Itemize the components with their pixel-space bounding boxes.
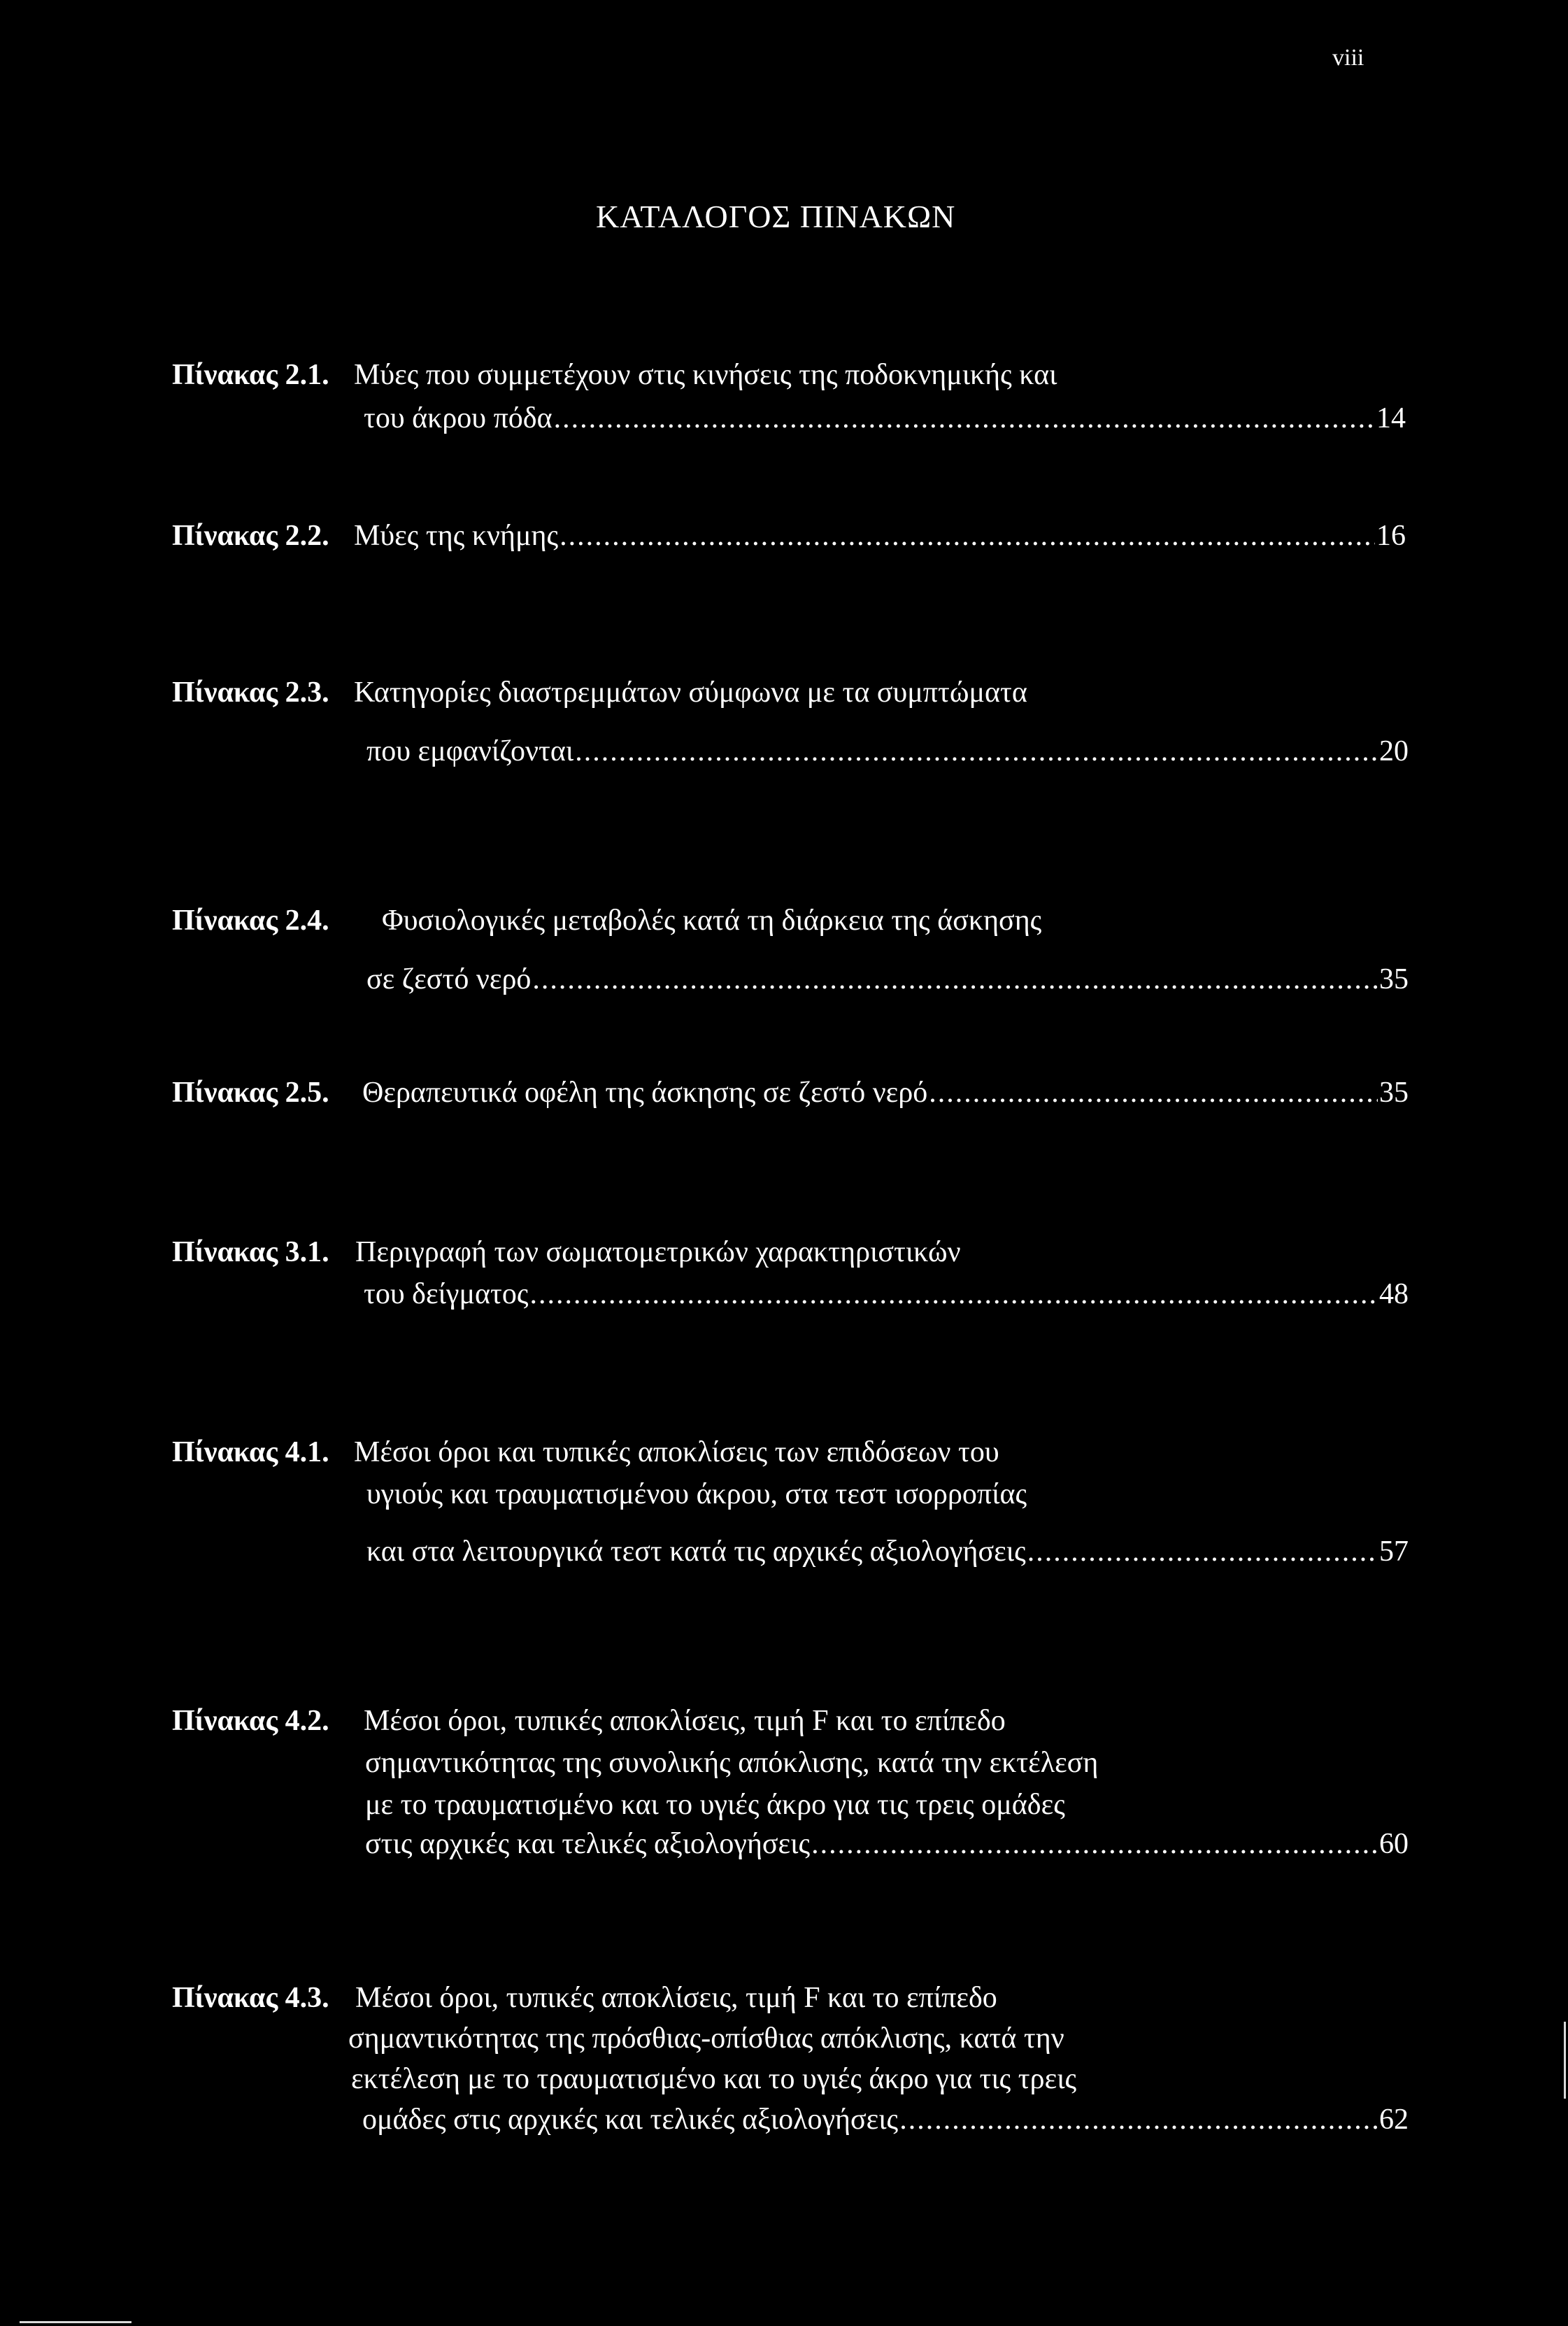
page-title: ΚΑΤΑΛΟΓΟΣ ΠΙΝΑΚΩΝ [596, 199, 956, 234]
entry-dotted-line [364, 402, 1406, 435]
entry-text-line: σε ζεστό νερό [366, 963, 532, 995]
entry-text-line: Φυσιολογικές μεταβολές κατά τη διάρκεια της άσκησης [382, 905, 1042, 937]
entry-page-number: 62 [1379, 2104, 1409, 2136]
entry-text-line: Μύες που συμμετέχουν στις κινήσεις της ποδοκνημικής και [354, 359, 1057, 391]
dot-leader [554, 402, 1375, 435]
entry-label: Πίνακας 2.5. [172, 1077, 329, 1109]
dot-leader [1027, 1535, 1378, 1568]
entry-page-number: 14 [1376, 402, 1406, 434]
entry-text-line: στις αρχικές και τελικές αξιολογήσεις [365, 1828, 811, 1860]
entry-page-number: 57 [1379, 1536, 1409, 1568]
entry-label: Πίνακας 4.1. [172, 1436, 329, 1468]
scan-edge-line-bottom [20, 2321, 131, 2323]
entry-label: Πίνακας 2.4. [172, 905, 329, 937]
entry-label: Πίνακας 2.2. [172, 520, 329, 552]
entry-text-line: Μέσοι όροι, τυπικές αποκλίσεις, τιμή F και το επίπεδο [355, 1982, 997, 2014]
entry-dotted-line [366, 735, 1409, 768]
entry-dotted-line [365, 1827, 1409, 1861]
entry-page-number: 16 [1376, 520, 1406, 552]
dot-leader [530, 1277, 1378, 1311]
entry-dotted-line [354, 519, 1406, 553]
entry-dotted-line [362, 1076, 1409, 1109]
entry-text-line: Θεραπευτικά οφέλη της άσκησης σε ζεστό νερό [362, 1077, 928, 1109]
entry-label: Πίνακας 4.3. [172, 1982, 329, 2014]
entry-text-line: και στα λειτουργικά τεστ κατά τις αρχικές αξιολογήσεις [366, 1536, 1026, 1568]
dot-leader [929, 1076, 1378, 1109]
entry-dotted-line [362, 2103, 1409, 2136]
entry-label: Πίνακας 2.3. [172, 676, 329, 709]
entry-text-line: με το τραυματισμένο και το υγιές άκρο για τις τρεις ομάδες [365, 1789, 1065, 1821]
entry-dotted-line [366, 1535, 1409, 1568]
entry-text-line: Μέσοι όροι και τυπικές αποκλίσεις των επιδόσεων του [354, 1436, 999, 1468]
dot-leader [899, 2103, 1378, 2136]
entry-page-number: 35 [1379, 963, 1409, 995]
scan-edge-line-right [1564, 2022, 1566, 2099]
entry-page-number: 60 [1379, 1828, 1409, 1860]
entry-dotted-line [364, 1277, 1409, 1311]
entry-text-line: που εμφανίζονται [366, 735, 574, 767]
entry-text-line: ομάδες στις αρχικές και τελικές αξιολογήσεις [362, 2104, 899, 2136]
entry-page-number: 20 [1379, 735, 1409, 767]
dot-leader [575, 735, 1378, 768]
entry-label: Πίνακας 4.2. [172, 1705, 329, 1737]
entry-label: Πίνακας 3.1. [172, 1236, 329, 1268]
entry-text-line: του άκρου πόδα [364, 402, 553, 434]
entry-text-line: σημαντικότητας της πρόσθιας-οπίσθιας απόκλισης, κατά την [348, 2022, 1064, 2055]
entry-text-line: σημαντικότητας της συνολικής απόκλισης, κατά την εκτέλεση [365, 1747, 1099, 1779]
entry-text-line: εκτέλεση με το τραυματισμένο και το υγιές άκρο για τις τρεις [351, 2063, 1077, 2095]
entry-text-line: Κατηγορίες διαστρεμμάτων σύμφωνα με τα συμπτώματα [354, 676, 1027, 709]
dot-leader [811, 1827, 1378, 1861]
entry-page-number: 48 [1379, 1278, 1409, 1310]
entry-text-line: Περιγραφή των σωματομετρικών χαρακτηριστικών [355, 1236, 961, 1268]
entry-page-number: 35 [1379, 1077, 1409, 1109]
dot-leader [532, 963, 1378, 996]
entry-text-line: του δείγματος [364, 1278, 529, 1310]
entry-label: Πίνακας 2.1. [172, 359, 329, 391]
entry-dotted-line [366, 963, 1409, 996]
entry-text-line: Μέσοι όροι, τυπικές αποκλίσεις, τιμή F και το επίπεδο [364, 1705, 1006, 1737]
dot-leader [560, 519, 1375, 553]
entry-text-line: υγιούς και τραυματισμένου άκρου, στα τεστ ισορροπίας [366, 1478, 1027, 1510]
page-number: viii [1332, 45, 1364, 71]
entry-text-line: Μύες της κνήμης [354, 520, 559, 552]
